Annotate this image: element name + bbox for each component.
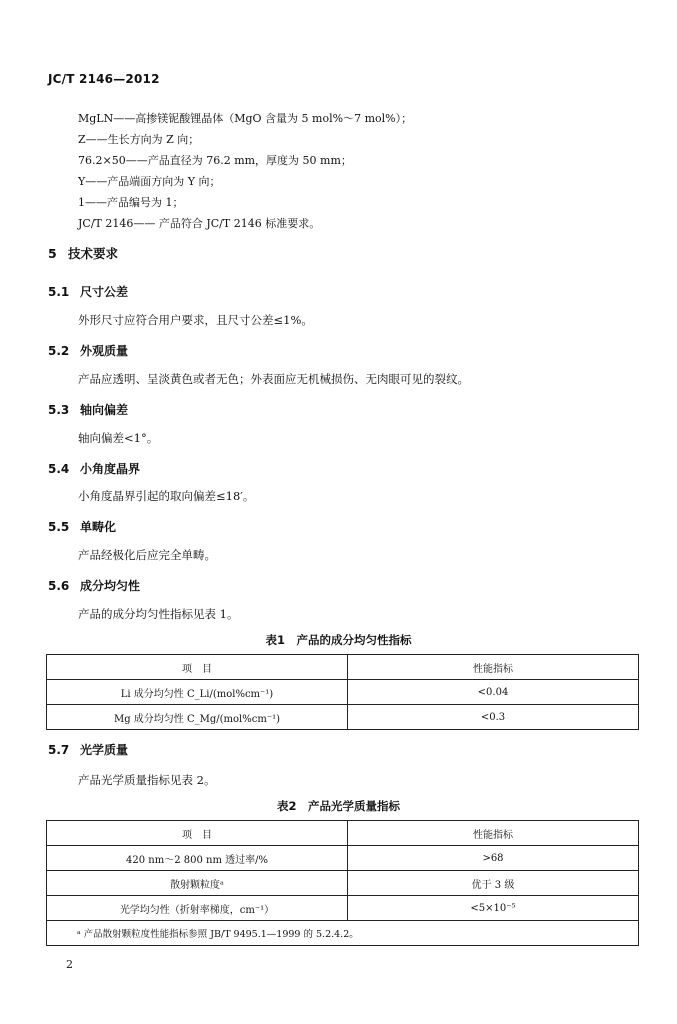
section-title: 技术要求 <box>68 246 119 261</box>
table-cell: Li 成分均匀性 C_Li/(mol%cm⁻¹) <box>47 680 348 705</box>
subsection-heading <box>48 460 140 477</box>
subsection-title: 尺寸公差 <box>80 285 129 299</box>
paragraph: 产品的成分均匀性指标见表 1。 <box>78 607 239 621</box>
paragraph: 产品经极化后应完全单畴。 <box>78 548 216 562</box>
table-header-row <box>47 655 639 680</box>
table-footnote-row <box>47 921 639 946</box>
table-cell: >68 <box>348 846 639 871</box>
legend-line: 1——产品编号为 1； <box>78 196 184 209</box>
legend-line: JC/T 2146—— 产品符合 JC/T 2146 标准要求。 <box>78 217 321 230</box>
section-number: 5 <box>48 246 57 261</box>
table-header-cell: 项 目 <box>47 655 348 680</box>
subsection-heading <box>48 283 128 300</box>
subsection-number: 5.6 <box>48 579 70 593</box>
table-header-cell: 性能指标 <box>348 655 639 680</box>
table-cell: <0.3 <box>348 705 639 730</box>
table-cell: 420 nm～2 800 nm 透过率/% <box>47 846 348 871</box>
subsection-title: 单畴化 <box>80 520 117 534</box>
table-header-cell: 性能指标 <box>348 821 639 846</box>
paragraph: 外形尺寸应符合用户要求，且尺寸公差≤1%。 <box>78 313 313 327</box>
legend-line: 76.2×50——产品直径为 76.2 mm，厚度为 50 mm； <box>78 154 352 167</box>
paragraph: 轴向偏差<1°。 <box>78 431 159 445</box>
table-cell: Mg 成分均匀性 C_Mg/(mol%cm⁻¹) <box>47 705 348 730</box>
table-footnote: ᵃ 产品散射颗粒度性能指标参照 JB/T 9495.1—1999 的 5.2.4.2。 <box>47 921 639 946</box>
table-row <box>47 896 639 921</box>
paragraph: 产品应透明、呈淡黄色或者无色；外表面应无机械损伤、无肉眼可见的裂纹。 <box>78 372 469 386</box>
designation-legend <box>78 108 412 234</box>
table-header-cell: 项 目 <box>47 821 348 846</box>
subsection-title: 成分均匀性 <box>80 579 141 593</box>
page-number: 2 <box>66 958 73 971</box>
table-cell: <5×10⁻⁵ <box>348 896 639 921</box>
optical-quality-table <box>46 820 639 946</box>
table-row <box>47 680 639 705</box>
subsection-title: 轴向偏差 <box>80 403 129 417</box>
subsection-number: 5.4 <box>48 462 70 476</box>
subsection-title: 光学质量 <box>80 743 129 757</box>
subsection-heading <box>48 401 128 418</box>
composition-uniformity-table <box>46 654 639 730</box>
subsection-number: 5.7 <box>48 743 70 757</box>
subsection-heading <box>48 577 140 594</box>
legend-line: Y——产品端面方向为 Y 向； <box>78 175 221 188</box>
subsection-heading <box>48 518 116 535</box>
table-caption: 表2 产品光学质量指标 <box>276 799 400 813</box>
table-cell: <0.04 <box>348 680 639 705</box>
legend-line: MgLN——高掺镁铌酸锂晶体（MgO 含量为 5 mol%～7 mol%）； <box>78 112 413 125</box>
table-cell: 散射颗粒度ᵃ <box>47 871 348 896</box>
table-header-row <box>47 821 639 846</box>
subsection-heading <box>48 741 128 758</box>
table-caption: 表1 产品的成分均匀性指标 <box>265 633 412 647</box>
subsection-number: 5.2 <box>48 344 70 358</box>
table-cell: 光学均匀性（折射率梯度，cm⁻¹） <box>47 896 348 921</box>
subsection-title: 外观质量 <box>80 344 129 358</box>
subsection-number: 5.5 <box>48 520 70 534</box>
section-heading <box>48 244 118 262</box>
document-code: JC/T 2146—2012 <box>48 72 160 86</box>
table-row <box>47 705 639 730</box>
table-row <box>47 871 639 896</box>
subsection-title: 小角度晶界 <box>80 462 141 476</box>
paragraph: 产品光学质量指标见表 2。 <box>78 773 216 787</box>
subsection-number: 5.3 <box>48 403 70 417</box>
legend-line: Z——生长方向为 Z 向； <box>78 133 200 146</box>
table-cell: 优于 3 级 <box>348 871 639 896</box>
table-row <box>47 846 639 871</box>
subsection-number: 5.1 <box>48 285 70 299</box>
subsection-heading <box>48 342 128 359</box>
paragraph: 小角度晶界引起的取向偏差≤18′。 <box>78 489 255 503</box>
